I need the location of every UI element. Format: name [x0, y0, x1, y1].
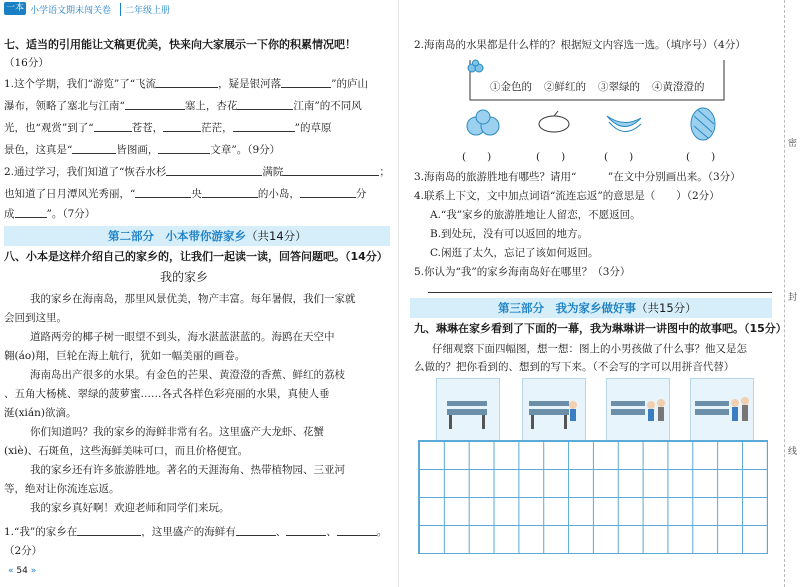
q8-5-text: 5.你认为“我”的家乡海南岛好在哪里？（3分） [414, 266, 631, 278]
passage-line: 等，绝对让你流连忘返。 [4, 483, 120, 495]
passage-line: 会回到这里。 [4, 312, 67, 324]
story-picture-3 [606, 378, 670, 442]
option-3: ③翠绿的 [598, 81, 640, 93]
q7-title: 七、适当的引用能让文稿更优美，快来向大家展示一下你的积累情况吧！ [4, 38, 356, 51]
answer-bracket-2[interactable]: ( ) [536, 151, 566, 163]
mango-icon [536, 110, 572, 136]
page-divider [398, 0, 399, 587]
margin-char-2: 封 [788, 293, 798, 303]
q8-4-option-a: A.“我”家乡的旅游胜地让人留恋，不愿返回。 [430, 209, 641, 221]
story-picture-4 [690, 378, 754, 442]
lychee-icon [466, 108, 502, 138]
answer-bracket-4[interactable]: ( ) [686, 151, 716, 163]
passage-line: 我的家乡还有许多旅游胜地。著名的天涯海角、热带植物园、三亚河 [30, 464, 345, 476]
q9-instruction-2: 么做的？把你看到的、想到的写下来。（不会写的字可以用拼音代替） [414, 361, 735, 373]
passage-line: 、五角大杨桃、翠绿的菠萝蜜……各式各样色彩亮丽的水果，真使人垂 [4, 388, 330, 400]
q8-4-text: 4.联系上下文，文中加点词语“流连忘返”的意思是（ ）（2分） [414, 190, 720, 202]
header-logo: 一本 [5, 3, 24, 13]
q8-3-text: 3.海南岛的旅游胜地有哪些？请用“ ”在文中分别画出来。（3分） [414, 171, 741, 183]
passage-line: 我的家乡真好啊！欢迎老师和同学们来玩。 [30, 502, 230, 514]
q7-score: （16分） [4, 57, 49, 69]
passage-line: 翱(áo)翔，巨轮在海上航行，犹如一幅美丽的画卷。 [4, 350, 246, 362]
q8-1-score: （2分） [4, 545, 43, 557]
margin-char-1: 密 [788, 139, 798, 149]
banana-icon [604, 108, 644, 138]
grape-icon [466, 58, 486, 80]
passage-line: 海南岛出产很多的水果。有金色的芒果、黄澄澄的香蕉、鲜红的荔枝 [30, 369, 345, 381]
answer-bracket-1[interactable]: ( ) [462, 151, 492, 163]
q7-line2: 瀑布，领略了塞北与江南“ 塞上，杏花 江南”的不同风 [4, 100, 362, 112]
q7-line5: 2.通过学习，我们知道了“恢吞水杉 满院 ； [4, 166, 390, 178]
option-1: ①金色的 [490, 81, 532, 93]
story-picture-1 [436, 378, 500, 442]
writing-grid[interactable] [418, 440, 768, 554]
answer-bracket-3[interactable]: ( ) [604, 151, 634, 163]
part2-title: 第二部分 小本带你游家乡（共14分） [108, 229, 307, 243]
q7-line7: 成 ”。（7分） [4, 208, 96, 220]
q9-instruction-1: 仔细观察下面四幅图，想一想：图上的小男孩做了什么事？他又是怎 [432, 343, 747, 355]
option-4: ④黄澄澄的 [652, 81, 705, 93]
page-number: « 54 » [8, 566, 37, 576]
binding-line [784, 0, 786, 587]
part3-title: 第三部分 我为家乡做好事（共15分） [498, 301, 697, 315]
header-grade: 二年级上册 [120, 3, 170, 16]
q8-title: 八、小本是这样介绍自己的家乡的，让我们一起读一读，回答问题吧。（14分） [4, 250, 388, 263]
q9-title: 九、琳琳在家乡看到了下面的一幕，我为琳琳讲一讲图中的故事吧。（15分） [414, 322, 787, 335]
passage-line: 涎(xián)欲滴。 [4, 407, 77, 419]
q8-1: 1.“我”的家乡在 ，这里盛产的海鲜有 、 、 。 [4, 526, 388, 538]
q7-line6: 也知道了日月潭风光秀丽，“ 央 的小岛， 分 [4, 188, 367, 200]
story-picture-2 [522, 378, 586, 442]
answer-line[interactable] [428, 292, 772, 293]
margin-char-3: 线 [788, 447, 798, 457]
passage-title: 我的家乡 [160, 270, 209, 284]
jackfruit-icon [688, 104, 718, 142]
q8-4-option-c: C.闲逛了太久，忘记了该如何返回。 [430, 247, 599, 259]
passage-line: 我的家乡在海南岛，那里风景优美，物产丰富。每年暑假，我们一家就 [30, 293, 356, 305]
passage-line: (xiè)、石斑鱼，这些海鲜美味可口，而且价格便宜。 [4, 445, 249, 457]
q7-line3: 光，也“观赏”到了“ 苍苍， 茫茫， ”的草原 [4, 122, 332, 134]
option-2: ②鲜红的 [544, 81, 586, 93]
header-series: 小学语文期末闯关卷 [30, 6, 112, 16]
q7-line4: 景色，这真是“ 皆图画， 文章”。（9分） [4, 144, 281, 156]
passage-line: 你们知道吗？我的家乡的海鲜非常有名。这里盛产大龙虾、花蟹 [30, 426, 324, 438]
passage-line: 道路两旁的椰子树一眼望不到头，海水湛蓝湛蓝的。海鸥在天空中 [30, 331, 335, 343]
q8-4-option-b: B.到处玩，没有可以返回的地方。 [430, 228, 589, 240]
q8-2-text: 2.海南岛的水果都是什么样的？根据短文内容选一选。（填序号）（4分） [414, 39, 746, 51]
q7-line1: 1.这个学期，我们“游览”了“飞流 ，疑是银河落 ”的庐山 [4, 78, 368, 90]
